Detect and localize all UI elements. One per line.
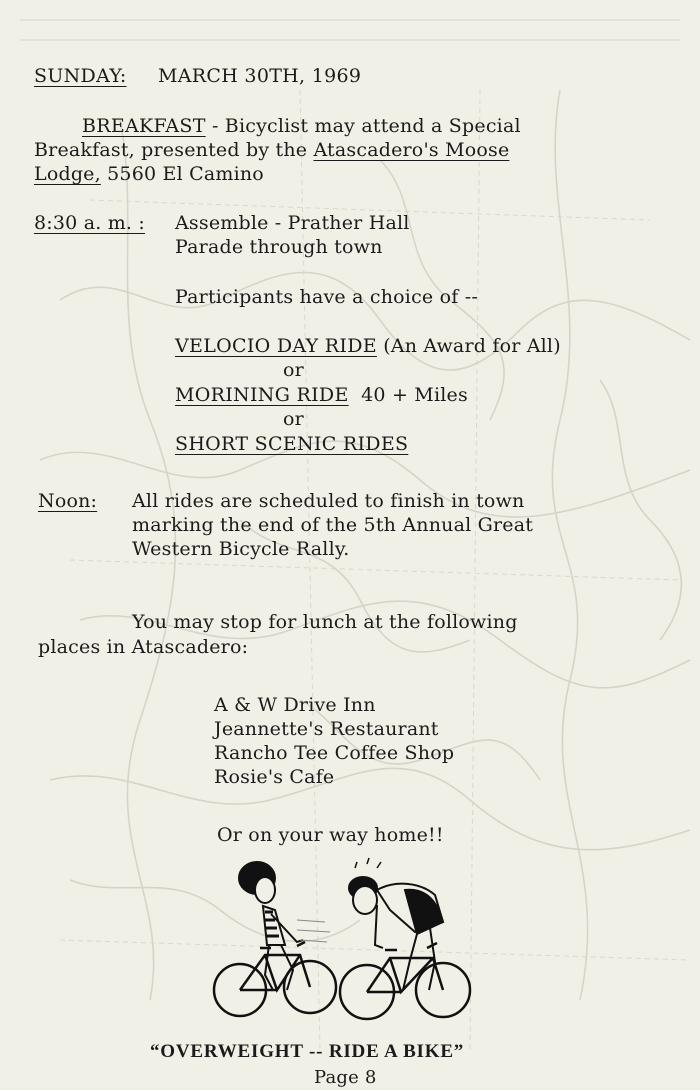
time-830: 8:30 a. m. :: [34, 212, 146, 234]
breakfast-line-2: [34, 138, 509, 162]
moose-lodge-name: Atascadero's Moose: [313, 139, 510, 161]
parade-text: Parade through town: [175, 236, 383, 258]
lunch-place: Rosie's Cafe: [214, 766, 335, 788]
date-heading: MARCH 30TH, 1969: [158, 65, 362, 87]
day-heading: SUNDAY:: [34, 65, 127, 87]
ride-morning-note: 40 + Miles: [361, 384, 468, 406]
ride-velocio-note: (An Award for All): [383, 335, 561, 357]
lunch-intro-1: You may stop for lunch at the following: [132, 611, 518, 633]
lunch-intro-2: places in Atascadero:: [38, 636, 249, 658]
noon-line-1: All rides are scheduled to finish in town: [132, 490, 525, 512]
noon-line-3: Western Bicycle Rally.: [132, 538, 350, 560]
breakfast-line-1: [82, 114, 521, 138]
ride-velocio-line: [175, 334, 561, 358]
lodge-label: Lodge,: [34, 163, 101, 185]
time-noon: Noon:: [38, 490, 98, 512]
ride-morning-line: [175, 383, 468, 407]
breakfast-line-2-text: Breakfast, presented by the: [34, 139, 314, 161]
breakfast-line-1-text: - Bicyclist may attend a Special: [205, 115, 521, 137]
or-text-1: or: [283, 359, 304, 381]
choice-text: Participants have a choice of --: [175, 286, 478, 308]
ride-morning: MORINING RIDE: [175, 384, 349, 406]
or-text-2: or: [283, 408, 304, 430]
noon-line-2: marking the end of the 5th Annual Great: [132, 514, 534, 536]
lunch-place: Rancho Tee Coffee Shop: [214, 742, 455, 764]
slogan-text: “OVERWEIGHT -- RIDE A BIKE”: [150, 1041, 465, 1062]
assemble-text: Assemble - Prather Hall: [175, 212, 410, 234]
breakfast-address: 5560 El Camino: [100, 163, 264, 185]
lunch-place: Jeannette's Restaurant: [214, 718, 439, 740]
way-home-text: Or on your way home!!: [217, 824, 444, 846]
breakfast-label: BREAKFAST: [82, 115, 206, 137]
cyclists-illustration: [205, 850, 480, 1030]
lunch-place: A & W Drive Inn: [214, 694, 376, 716]
page-number: Page 8: [314, 1067, 377, 1088]
ride-velocio: VELOCIO DAY RIDE: [175, 335, 377, 357]
ride-scenic: SHORT SCENIC RIDES: [175, 433, 409, 455]
breakfast-line-3: [34, 162, 264, 186]
